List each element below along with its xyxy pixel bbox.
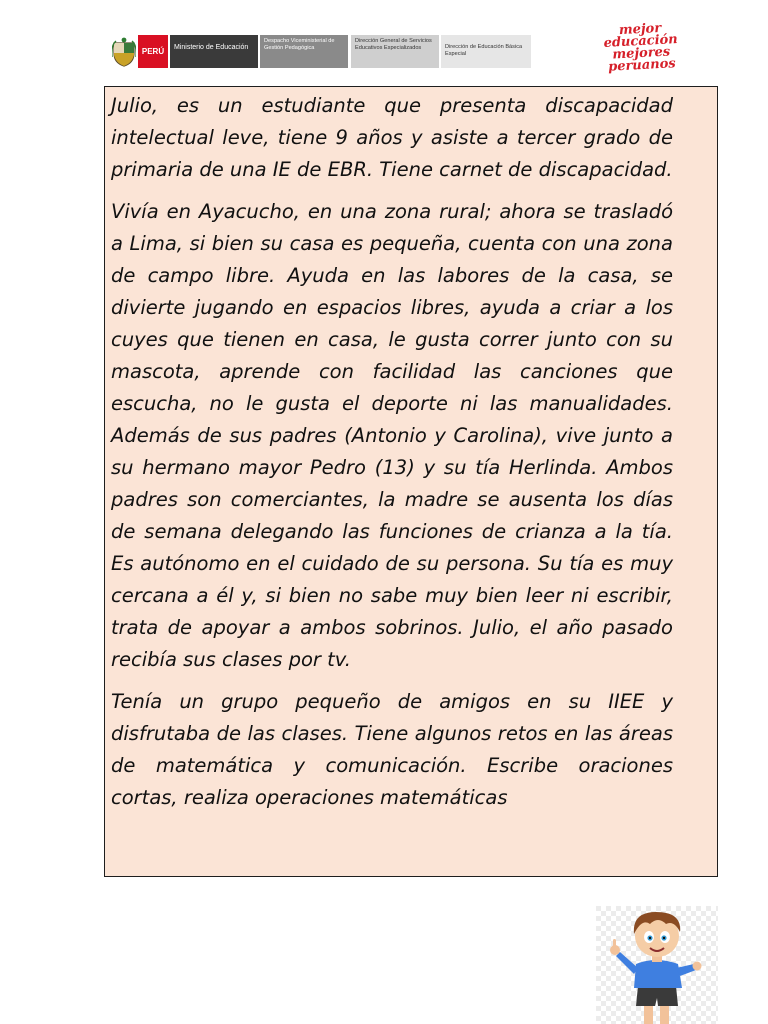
paragraph-family: Vivía en Ayacucho, en una zona rural; ahora se trasladó a Lima, si bien su casa es pequeña, cuenta con una zona de campo libre. Ayuda en las labores de la casa, se divierte jugando en espacios libres, ayuda a criar a los cuyes que tienen en casa, le gusta correr junto con su mascota, aprende con facilidad las canciones que escucha, no le gusta el deporte ni las manualidades. Además de sus padres (Antonio y Carolina), vive junto a su hermano mayor Pedro (13) y su tía Herlinda. Ambos padres son comerciantes, la madre se ausenta los días de semana delegando las funciones de crianza a la tía. Es autónomo en el cuidado de su persona. Su tía es muy cercana a él y, si bien no sabe muy bien leer ni escribir, trata de apoyar a ambos sobrinos. Julio, el año pasado recibía sus clases por tv. [111, 200, 673, 671]
ministry-block: Ministerio de Educación [170, 35, 258, 68]
peru-label: PERÚ [138, 35, 168, 68]
slogan-logo: mejor educación mejores peruanos [603, 20, 679, 75]
paragraph-intro: Julio, es un estudiante que presenta discapacidad intelectual leve, tiene 9 años y asiste a tercer grado de primaria de una IE de EBR. Tiene carnet de discapacidad. [111, 94, 673, 181]
header-banner [0, 0, 768, 85]
general-direction-block: Dirección General de Servicios Educativos Especializados [351, 35, 439, 68]
paragraph-school: Tenía un grupo pequeño de amigos en su IIEE y disfrutaba de las clases. Tiene algunos retos en las áreas de matemática y comunicación. Escribe oraciones cortas, realiza operaciones matemáticas [111, 690, 673, 809]
special-education-block: Dirección de Educación Básica Especial [441, 35, 531, 68]
coat-of-arms-icon [112, 37, 136, 67]
vice-ministry-block: Despacho Viceministerial de Gestión Pedagógica [260, 35, 348, 68]
cartoon-boy-icon [596, 906, 718, 1024]
case-description-box [104, 86, 718, 877]
